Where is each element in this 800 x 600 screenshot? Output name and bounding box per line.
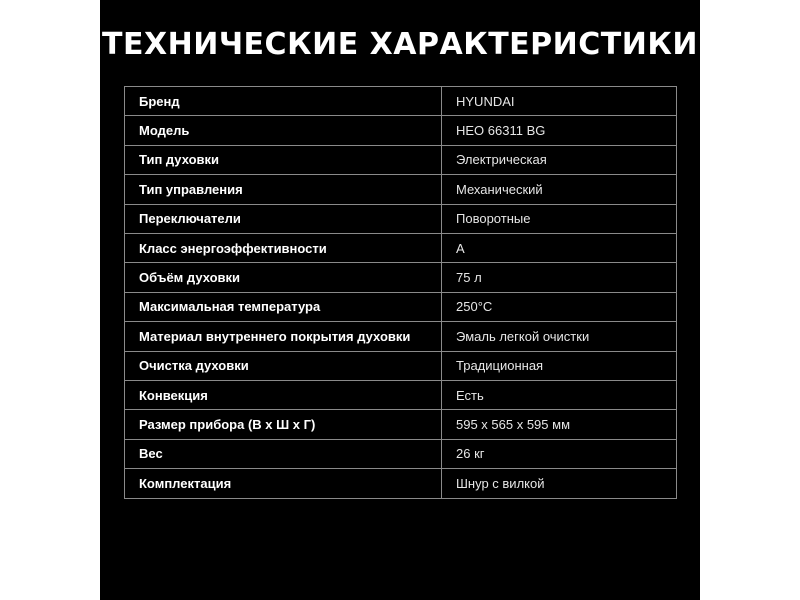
- table-row: [125, 469, 676, 498]
- spec-key: Максимальная температура: [125, 293, 442, 321]
- spec-value: Традиционная: [456, 358, 544, 374]
- spec-value: 595 х 565 х 595 мм: [456, 416, 571, 432]
- table-row: [125, 146, 676, 175]
- table-row: [125, 352, 676, 381]
- table-row: [125, 440, 676, 469]
- table-row: [125, 116, 676, 145]
- spec-key: Вес: [125, 440, 442, 468]
- spec-key: Модель: [125, 116, 442, 144]
- spec-key: Материал внутреннего покрытия духовки: [125, 322, 442, 350]
- spec-value: 26 кг: [456, 446, 485, 462]
- spec-key: Комплектация: [125, 469, 442, 498]
- spec-value: Электрическая: [456, 152, 547, 168]
- spec-value: Шнур с вилкой: [456, 476, 545, 492]
- spec-value: HYUNDAI: [456, 93, 515, 109]
- table-row: [125, 205, 676, 234]
- table-row: [125, 263, 676, 292]
- spec-key: Объём духовки: [125, 263, 442, 291]
- page-title: ТЕХНИЧЕСКИЕ ХАРАКТЕРИСТИКИ: [102, 27, 698, 62]
- spec-value: 75 л: [456, 270, 482, 286]
- spec-table: [124, 86, 677, 499]
- table-row: [125, 87, 676, 116]
- spec-key: Тип духовки: [125, 146, 442, 174]
- table-row: [125, 322, 676, 351]
- spec-key: Очистка духовки: [125, 352, 442, 380]
- table-row: [125, 381, 676, 410]
- spec-sheet: [100, 0, 700, 600]
- spec-key: Класс энергоэффективности: [125, 234, 442, 262]
- spec-key: Тип управления: [125, 175, 442, 203]
- spec-value: HEO 66311 BG: [456, 123, 546, 139]
- spec-value: Поворотные: [456, 211, 531, 227]
- table-row: [125, 293, 676, 322]
- spec-value: 250°C: [456, 299, 493, 315]
- table-row: [125, 410, 676, 439]
- spec-value: Есть: [456, 387, 484, 403]
- spec-value: Эмаль легкой очистки: [456, 328, 590, 344]
- table-row: [125, 234, 676, 263]
- spec-key: Конвекция: [125, 381, 442, 409]
- spec-value: Механический: [456, 181, 543, 197]
- spec-key: Бренд: [125, 87, 442, 115]
- spec-value: A: [456, 240, 465, 256]
- spec-key: Размер прибора (В х Ш х Г): [125, 410, 442, 438]
- spec-key: Переключатели: [125, 205, 442, 233]
- table-row: [125, 175, 676, 204]
